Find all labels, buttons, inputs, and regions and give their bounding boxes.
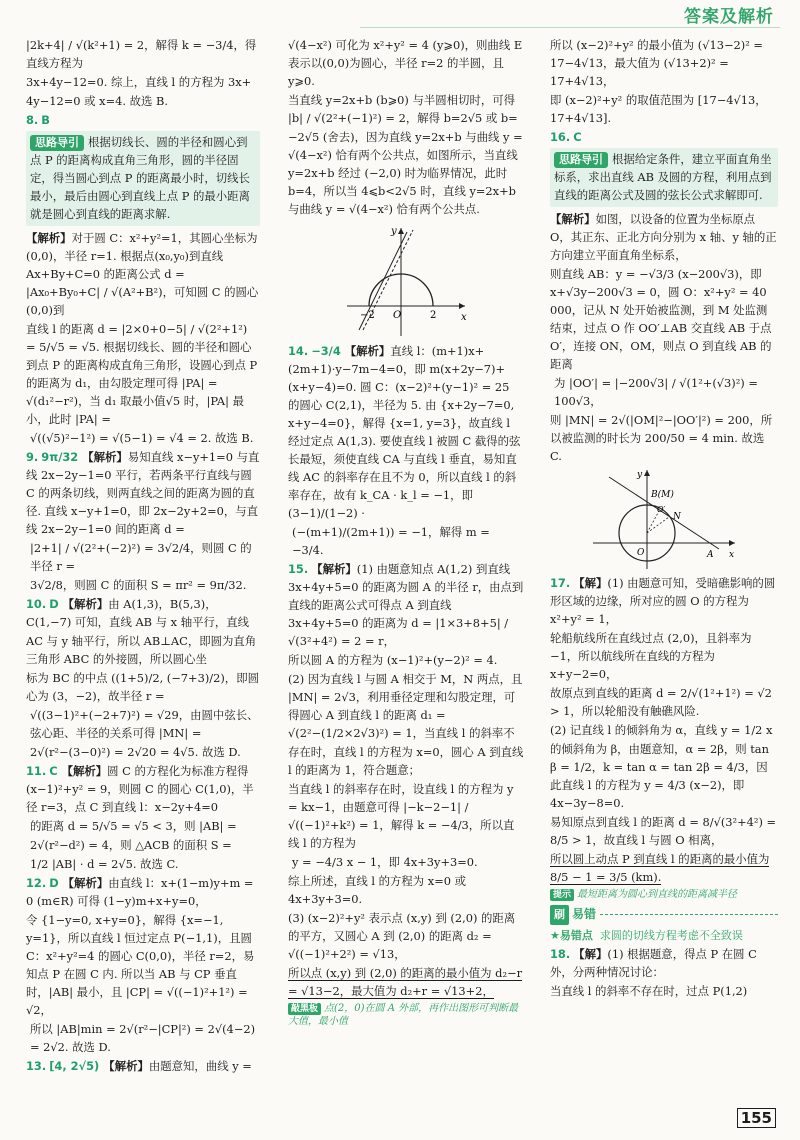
q7-continuation-2: 3x+4y−12=0. 综上，直线 l 的方程为 3x+ — [26, 75, 252, 90]
q15-text-h-underlined: 所以点 (x,y) 到 (2,0) 的距离的最小值为 d₂−r = √13−2，最大值为 d₂+r = √13+2， — [288, 965, 523, 998]
q13-tag: 【解析】 — [103, 1058, 149, 1073]
q13-answer: [4, 2√5) — [49, 1058, 100, 1073]
q18-text-a: (1) 根据题意，得点 P 在圆 C 外，分两种情况讨论： — [550, 946, 757, 979]
fig2-x-label: x — [729, 550, 735, 561]
q15-text-g: (3) (x−2)²+y² 表示点 (x,y) 到 (2,0) 的距离的平方，又圆心 A 到 (2,0) 的距离 d₂ = √((−1)²+2²) = √13， — [288, 910, 516, 961]
section-title: 答案及解析 — [684, 7, 774, 27]
page-number: 155 — [737, 1108, 776, 1128]
fig1-y-arrow — [398, 228, 404, 234]
q14-answer: −3/4 — [311, 344, 341, 359]
q10-text-b: 标为 BC 的中点 ((1+5)/2, (−7+3)/2)，即圆心为 (3，−2)，故半径 r = — [26, 670, 259, 703]
error-section-rule — [600, 914, 778, 915]
fig2-o-label: O — [637, 548, 645, 559]
q16-number: 16. — [550, 130, 571, 145]
q16-text-c: 为 |OO′| = |−200√3| / √(1²+(√3)²) = 100√3， — [554, 376, 758, 409]
q10-header — [26, 595, 260, 667]
q11-text-b: 的距离 d = 5/√5 = √5 < 3，则 |AB| = — [30, 818, 237, 833]
q15-text-h — [288, 964, 524, 1000]
q15-note-text: 点(2，0)在圆 A 外部，再作出图形可判断最大值，最小值 — [288, 1002, 519, 1028]
error-point-label: ★易错点 — [550, 928, 593, 942]
error-point-text: 求圆的切线方程考虑不全致误 — [599, 928, 743, 942]
q9-header — [26, 448, 260, 538]
q11-text-c: 2√(r²−d²) = 4，则 △ACB 的面积 S = — [30, 837, 232, 852]
q15-text-a: (1) 由题意知点 A(1,2) 到直线 3x+4y+5=0 的距离为圆 A 的半径 r，由点到直线的距离公式可得点 A 到直线 3x+4y+5=0 的距离为 d = |1×3+8+5| / √(3²+4²) = 2 = r， — [288, 562, 524, 649]
q17-text-d: (2) 记直线 l 的倾斜角为 α，直线 y = 1/2 x 的倾斜角为 β，由题意知，α = 2β，则 tan β = 1/2，k = tan α = tan 2β = 4/3，因此直线 l 的方程为 y = 4/3 (x−2)，即 4x−3y−8=0. — [550, 723, 773, 810]
q8-hint-badge: 思路导引 — [30, 135, 84, 151]
q12-header — [26, 874, 260, 910]
q9-text-b: |2+1| / √(2²+(−2)²) = 3√2/4，则圆 C 的半径 r = — [30, 541, 252, 574]
fig2-y-label: y — [637, 470, 643, 481]
q10-answer: D — [49, 597, 59, 612]
q16-text-d: 则 |MN| = 2√(|OM|²−|OO′|²) = 200，所以被监测的时长为 200/50 = 4 min. 故选 C. — [550, 413, 773, 464]
q15-tag: 【解析】 — [311, 562, 357, 577]
q8-text-a: 对于圆 C：x²+y²=1，其圆心坐标为(0,0)，半径 r=1. 根据点(x₀,y₀)到直线 Ax+By+C=0 的距离公式 d = |Ax₀+By₀+C| / √(A²+B²)，可知圆 C 的圆心(0,0)到 — [26, 231, 259, 318]
q17-note — [550, 888, 778, 902]
q15-note — [288, 1002, 524, 1029]
q17-text-f-underlined: 所以圆上动点 P 到直线 l 的距离的最小值为 8/5 − 1 = 3/5 (km). — [550, 851, 770, 884]
monitoring-circle-figure — [589, 467, 739, 572]
q17-text-f — [550, 850, 778, 886]
column-right — [550, 36, 778, 1001]
q8-tag: 【解析】 — [26, 231, 72, 246]
q12-text-b: 令 {1−y=0, x+y=0}，解得 {x=−1, y=1}，所以直线 l 恒过定点 P(−1,1)，且圆 C：x²+y²=4 的圆心 C(0,0)，半径 r=2，易知点 P 在圆 C 内. 所以当 AB 与 CP 垂直时，|AB| 最小，且 |CP| = √((−1)²+1²) = √2， — [26, 912, 255, 1017]
q15-continuation-1: 所以 (x−2)²+y² 的最小值为 (√13−2)² = 17−4√13，最大值为 (√13+2)² = 17+4√13， — [550, 38, 763, 89]
q8-hint-text: 根据切线长、圆的半径和圆心到点 P 的距离构成直角三角形，圆的半径固定，得当圆心到点 P 的距离最小时，切线长最小，最后由圆心到直线上点 P 的最小距离就是圆心到直线的距离求解. — [30, 135, 250, 222]
q15-header — [288, 560, 524, 650]
q11-tag: 【解析】 — [61, 763, 108, 778]
q8-number: 8. — [26, 113, 39, 128]
fig2-a-label: A — [707, 550, 714, 561]
q14-text-b: (−(m+1)/(2m+1)) = −1，解得 m = −3/4. — [292, 525, 490, 558]
q11-answer: C — [49, 763, 58, 778]
q9-text-c: 3√2/8，则圆 C 的面积 S = πr² = 9π/32. — [30, 578, 247, 593]
q16-solution-1 — [550, 210, 778, 264]
brush-icon: 刷 — [550, 905, 569, 924]
q15-text-e: y = −4/3 x − 1，即 4x+3y+3=0. — [292, 854, 478, 869]
q15-continuation-2: 即 (x−2)²+y² 的取值范围为 [17−4√13，17+4√13]. — [550, 93, 767, 126]
q17-text-a: (1) 由题意可知，受暗礁影响的圆形区域的边缘，所对应的圆 O 的方程为 x²+y² = 1， — [550, 576, 776, 627]
q17-text-b: 轮船航线所在直线过点 (2,0)，且斜率为 −1，所以航线所在直线的方程为 x+y−2=0， — [550, 631, 752, 682]
q9-number: 9. — [26, 450, 39, 465]
q17-text-e: 易知原点到直线 l 的距离 d = 8/√(3²+4²) = 8/5 > 1，故直线 l 与圆 O 相离， — [550, 814, 777, 847]
q12-number: 12. — [26, 875, 47, 890]
q11-text-a: 圆 C 的方程化为标准方程得 (x−1)²+y² = 9，则圆 C 的圆心 C(1,0)，半径 r=3，点 C 到直线 l：x−2y+4=0 — [26, 763, 254, 814]
column-middle — [288, 36, 524, 1033]
q17-header — [550, 574, 778, 628]
q17-text-c: 故原点到直线的距离 d = 2/√(1²+1²) = √2 > 1，所以轮船没有触礁风险. — [550, 686, 772, 719]
q13-continuation-2: 当直线 y=2x+b (b⩾0) 与半圆相切时，可得 |b| / √(2²+(−1)²) = 2，解得 b=2√5 或 b= — [288, 93, 518, 126]
fig2-b-label: B(M) — [651, 490, 674, 501]
fig2-line-on — [647, 517, 669, 533]
q9-text-a: 易知直线 x−y+1=0 与直线 2x−2y−1=0 平行，若两条平行直线与圆 C 的两条切线，则两直线之间的距离为圆的直径. 直线 x−y+1=0，即 2x−2y+2=0，与直线 2x−2y−1=0 间的距离 d = — [26, 450, 260, 537]
error-section-header — [550, 905, 778, 924]
q14-header — [288, 342, 524, 522]
q8-header — [26, 111, 260, 129]
column-left — [26, 36, 260, 1076]
q12-answer: D — [49, 875, 59, 890]
q15-text-b: 所以圆 A 的方程为 (x−1)²+(y−2)² = 4. — [288, 653, 498, 668]
q13-header — [26, 1057, 260, 1075]
fig2-y-arrow — [644, 470, 650, 476]
q10-number: 10. — [26, 597, 47, 612]
q16-hint-text: 根据给定条件，建立平面直角坐标系，求出直线 AB 及圆的方程，利用点到直线的距离公式及圆的弦长公式求解即可. — [554, 152, 772, 203]
q18-header — [550, 945, 778, 981]
q17-note-text: 最短距离为圆心到直线的距离减半径 — [577, 888, 738, 900]
fig1-y-label: y — [391, 226, 397, 238]
q15-text-c: (2) 因为直线 l 与圆 A 相交于 M，N 两点，且 |MN| = 2√3，利用垂径定理和勾股定理，可得圆心 A 到直线 l 的距离 d₁ = √(2²−(1/2×2√3)²) = 1，当直线 l 的斜率不存在时，直线 l 的方程为 x=0，圆心 A 到直线 l 的距离为 1，符合题意； — [288, 672, 524, 777]
fig2-line-oo — [647, 511, 659, 533]
q11-number: 11. — [26, 763, 47, 778]
q13-continuation-1: √(4−x²) 可化为 x²+y² = 4 (y⩾0)，则曲线 E 表示以(0,0)为圆心，半径 r=2 的半圆，且 y⩾0. — [288, 38, 523, 89]
q13-continuation-3: −2√5 (舍去)，因为直线 y=2x+b 与曲线 y = √(4−x²) 恰有两个公共点，如图所示，当直线 y=2x+b 经过 (−2,0) 时为临界情况，此时 b=4，所以当 4⩽b<2√5 时，直线 y=2x+b 与曲线 y = √(4−x²) 恰有两个公共点. — [288, 130, 523, 217]
q15-number: 15. — [288, 562, 309, 577]
q9-tag: 【解析】 — [82, 450, 128, 465]
q11-header — [26, 762, 260, 816]
q16-answer: C — [573, 130, 582, 145]
q8-solution-2: 直线 l 的距离 d = |2×0+0−5| / √(2²+1²) = 5/√5 = √5. 根据切线长、圆的半径和圆心到点 P 的距离构成直角三角形，设圆心到点 P 的距离为 d₁，由勾股定理可得 |PA| = √(d₁²−r²)，当 d₁ 取最小值√5 时，|PA| 最小，此时 |PA| = — [26, 322, 258, 427]
q7-continuation-3: 4y−12=0 或 x=4. 故选 B. — [26, 94, 168, 109]
semicircle-line-figure — [341, 220, 471, 340]
q10-text-c: √((3−1)²+(−2+7)²) = √29，由圆中弦长、弦心距、半径的关系可得 |MN| = — [30, 707, 259, 740]
q15-text-d: 当直线 l 的斜率存在时，设直线 l 的方程为 y = kx−1，由题意可得 |−k−2−1| / √((−1)²+k²) = 1，解得 k = −4/3，所以直线 l 的方程为 — [288, 781, 515, 850]
q16-header — [550, 128, 778, 146]
q18-tag: 【解】 — [573, 946, 608, 961]
fig1-tick-neg2: −2 — [360, 310, 375, 322]
q14-text-a: 直线 l：(m+1)x+(2m+1)·y−7m−4=0，即 m(x+2y−7)+(x+y−4)=0. 圆 C：(x−2)²+(y−1)² = 25 的圆心 C(2,1)，半径为 5. 由 {x+2y−7=0, x+y−4=0}，解得 {x=1, y=3}，故直线 l 经过定点 A(1,3). 要使直线 l 被圆 C 截得的弦长最短，须使直线 CA 与直线 l 垂直，易知直线 AC 的斜率存在且不为 0，所以直线 l 的斜率存在，故有 k_CA · k_l = −1，即 (3−1)/(1−2) · — [288, 344, 521, 521]
fig2-n-label: N — [673, 512, 681, 523]
q16-text-b: 则直线 AB：y = −√3/3 (x−200√3)，即 x+√3y−200√3 = 0，圆 O：x²+y² = 40 000，记从 N 处开始被监测，到 M 处监测结束，过点 O 作 OO′⊥AB 交直线 AB 于点 O′，连接 ON，OM，则点 O 到直线 AB 的距离 — [550, 267, 772, 372]
q16-hint-badge: 思路导引 — [554, 152, 608, 168]
q8-solution-3: √((√5)²−1²) = √(5−1) = √4 = 2. 故选 B. — [30, 431, 254, 446]
q11-text-d: 1/2 |AB| · d = 2√5. 故选 C. — [30, 856, 179, 871]
q16-text-a: 如图，以设备的位置为坐标原点 O，其正东、正北方向分别为 x 轴、y 轴的正方向建立平面直角坐标系， — [550, 212, 777, 263]
q10-text-a: 由 A(1,3)，B(5,3)，C(1,−7) 可知，直线 AB 与 x 轴平行，直线 AC 与 y 轴平行，所以 AB⊥AC，即圆为直角三角形 ABC 的外接圆，所以圆心坐 — [26, 597, 257, 666]
q18-text-b: 当直线 l 的斜率不存在时，过点 P(1,2) — [550, 983, 748, 998]
q15-text-f: 综上所述，直线 l 的方程为 x=0 或 4x+3y+3=0. — [288, 873, 467, 906]
page-header — [0, 0, 800, 30]
fig2-oprime-label: O′ — [657, 505, 666, 515]
q8-answer: B — [41, 113, 50, 128]
q13-text-a: 由题意知，曲线 y = — [148, 1058, 252, 1073]
q16-hint-box — [550, 148, 778, 207]
q15-note-icon: 敲黑板 — [288, 1003, 321, 1015]
q17-number: 17. — [550, 576, 571, 591]
q7-continuation-1: |2k+4| / √(k²+1) = 2，解得 k = −3/4，得直线方程为 — [26, 38, 257, 71]
error-section-title: 易错 — [572, 907, 597, 922]
q13-number: 13. — [26, 1058, 47, 1073]
q18-number: 18. — [550, 946, 571, 961]
q8-hint-box — [26, 131, 260, 226]
fig1-tick-2: 2 — [430, 310, 437, 322]
q17-tag: 【解】 — [573, 576, 608, 591]
q12-tag: 【解析】 — [62, 875, 109, 890]
q14-number: 14. — [288, 344, 309, 359]
q16-tag: 【解析】 — [550, 212, 596, 227]
fig2-x-arrow — [729, 540, 735, 546]
fig1-x-arrow — [459, 303, 465, 309]
q10-tag: 【解析】 — [62, 597, 109, 612]
fig1-origin-label: O — [393, 310, 402, 322]
q12-text-a: 由直线 l：x+(1−m)y+m = 0 (m∈R) 可得 (1−y)m+x+y=0， — [26, 875, 254, 908]
q14-tag: 【解析】 — [344, 344, 391, 359]
q10-text-d: 2√(r²−(3−0)²) = 2√20 = 4√5. 故选 D. — [30, 744, 241, 759]
error-point — [550, 927, 778, 944]
fig1-x-label: x — [461, 312, 467, 324]
q12-text-c: 所以 |AB|min = 2√(r²−|CP|²) = 2√(4−2) = 2√2. 故选 D. — [30, 1021, 256, 1054]
q8-solution-1 — [26, 229, 260, 319]
q17-note-icon: 提示 — [550, 889, 574, 901]
q9-answer: 9π/32 — [41, 450, 79, 465]
